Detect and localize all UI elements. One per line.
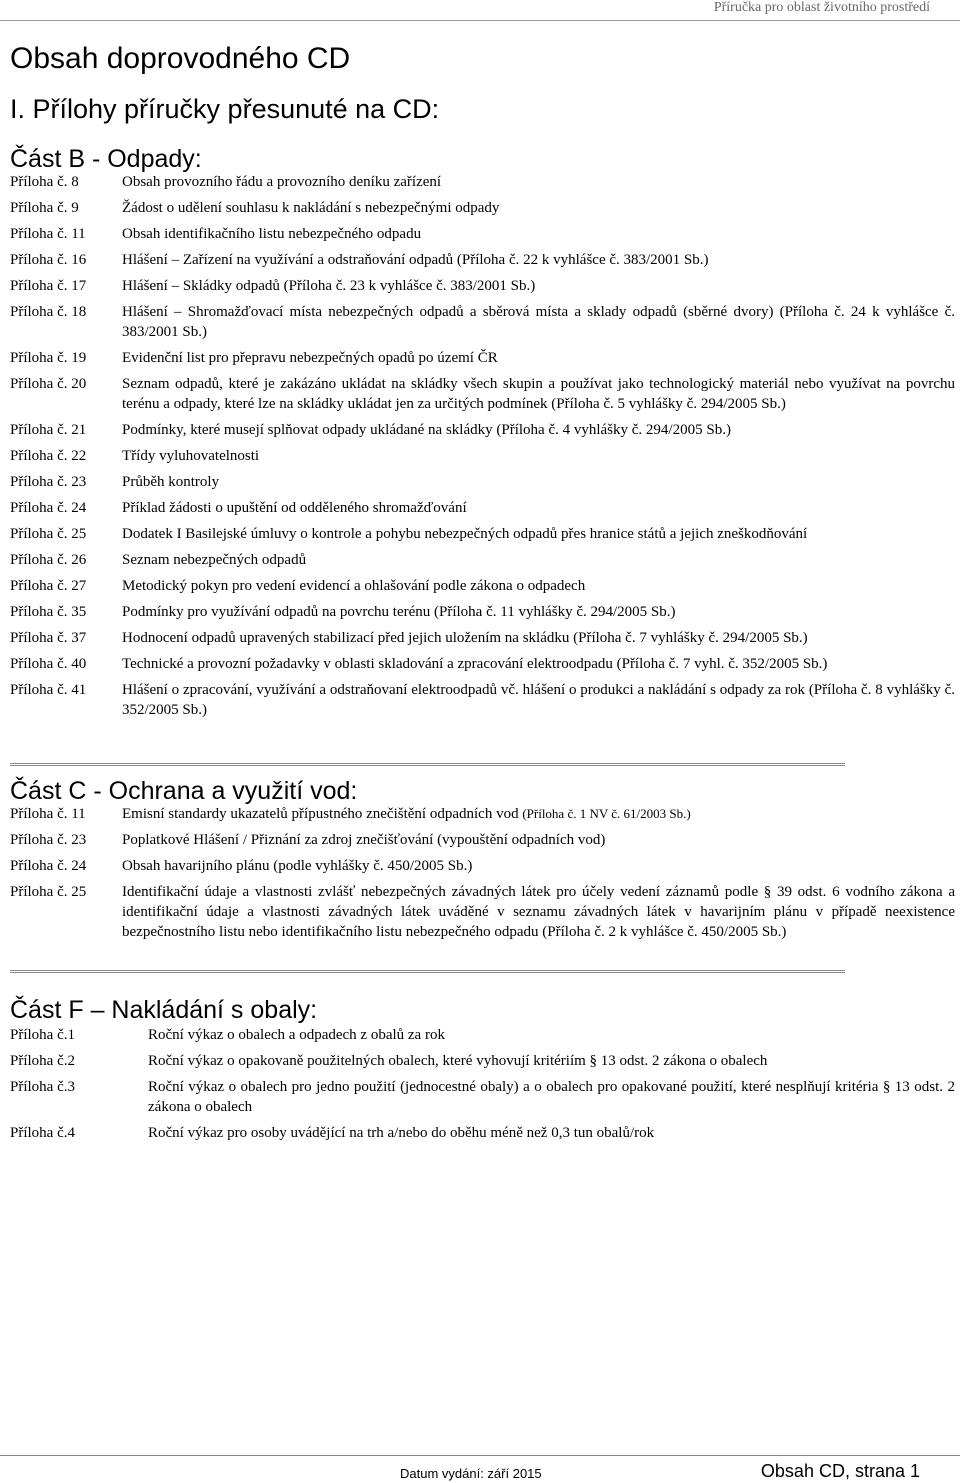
attachment-label: Příloha č. 19 <box>10 350 87 366</box>
list-item <box>10 1025 955 1045</box>
attachment-title-text: Hlášení – Zařízení na využívání a odstraňování odpadů (Příloha č. 22 k vyhlášce č. 383/2001 Sb.) <box>122 252 709 268</box>
list-item <box>10 472 955 492</box>
attachment-title-text: Seznam nebezpečných odpadů <box>122 552 307 568</box>
attachment-title <box>148 1123 955 1143</box>
attachment-title-text: Obsah identifikačního listu nebezpečného odpadu <box>122 226 422 242</box>
list-item <box>10 830 955 850</box>
attachment-label: Příloha č. 23 <box>10 474 87 490</box>
list-item <box>10 374 955 414</box>
attachment-label: Příloha č. 40 <box>10 656 87 672</box>
attachment-title <box>122 804 955 824</box>
attachment-title-text: Poplatkové Hlášení / Přiznání za zdroj znečišťování (vypouštění odpadních vod) <box>122 832 606 848</box>
attachment-label: Příloha č. 16 <box>10 252 87 268</box>
attachment-title-text: Seznam odpadů, které je zakázáno ukládat na skládky všech skupin a používat jako technologický materiál nebo využívat na povrchu terénu a odpady, které lze na skládky ukládat jen za určitých podmínek (Příloha č. 5 vyhlášky č. 294/2005 Sb.) <box>122 376 955 412</box>
attachment-title-text: Dodatek I Basilejské úmluvy o kontrole a pohybu nebezpečných odpadů přes hranice států a jejich zneškodňování <box>122 526 808 542</box>
attachment-title-text: Žádost o udělení souhlasu k nakládání s nebezpečnými odpady <box>122 200 500 216</box>
attachment-title-text: Třídy vyluhovatelnosti <box>122 448 260 464</box>
attachment-title <box>122 420 955 440</box>
attachment-title-text: Příklad žádosti o upuštění od odděleného shromažďování <box>122 500 467 516</box>
attachment-title <box>122 302 955 342</box>
list-item <box>10 654 955 674</box>
list-item <box>10 602 955 622</box>
attachment-title-text: Hlášení o zpracování, využívání a odstraňovaní elektroodpadů vč. hlášení o produkci a nakládání s odpady za rok (Příloha č. 8 vyhlášky č. 352/2005 Sb.) <box>122 682 955 718</box>
list-item <box>10 420 955 440</box>
attachment-title-text: Emisní standardy ukazatelů přípustného znečištění odpadních vod <box>122 806 519 822</box>
attachment-label: Příloha č. 27 <box>10 578 87 594</box>
section-f-title: Část F – Nakládání s obaly: <box>10 996 318 1024</box>
attachment-label: Příloha č. 8 <box>10 174 79 190</box>
list-item <box>10 250 955 270</box>
attachment-label: Příloha č. 41 <box>10 682 87 698</box>
attachment-title <box>122 276 955 296</box>
list-item <box>10 550 955 570</box>
list-item <box>10 576 955 596</box>
page-header: Příručka pro oblast životního prostředí <box>713 0 930 15</box>
attachment-title <box>122 882 955 942</box>
list-item <box>10 882 955 942</box>
attachment-label: Příloha č. 26 <box>10 552 87 568</box>
attachment-title <box>148 1025 955 1045</box>
attachment-title <box>122 602 955 622</box>
attachment-title-text: Roční výkaz o obalech a odpadech z obalů za rok <box>148 1027 445 1043</box>
attachment-title <box>122 374 955 414</box>
attachment-label: Příloha č. 11 <box>10 226 86 242</box>
list-item <box>10 1077 955 1117</box>
section-f-list <box>10 1025 955 1149</box>
list-item <box>10 302 955 342</box>
list-item <box>10 446 955 466</box>
attachment-title-text: Podmínky, které musejí splňovat odpady ukládané na skládky (Příloha č. 4 vyhlášky č. 294/2005 Sb.) <box>122 422 731 438</box>
attachment-title-text: Evidenční list pro přepravu nebezpečných opadů po území ČR <box>122 350 498 366</box>
attachment-title-text: Hodnocení odpadů upravených stabilizací před jejich uložením na skládku (Příloha č. 7 vyhlášky č. 294/2005 Sb.) <box>122 630 808 646</box>
attachment-label: Příloha č. 25 <box>10 884 87 900</box>
attachment-title <box>122 224 955 244</box>
attachment-title-text: Metodický pokyn pro vedení evidencí a ohlašování podle zákona o odpadech <box>122 578 586 594</box>
list-item <box>10 1123 955 1143</box>
attachment-label: Příloha č. 24 <box>10 500 87 516</box>
attachment-title <box>122 498 955 518</box>
document-title: Obsah doprovodného CD <box>10 42 351 75</box>
attachment-title <box>148 1077 955 1117</box>
attachment-title-text: Roční výkaz pro osoby uvádějící na trh a/nebo do oběhu méně než 0,3 tun obalů/rok <box>148 1125 655 1141</box>
list-item <box>10 628 955 648</box>
list-item <box>10 524 955 544</box>
list-item <box>10 804 955 824</box>
section-c-list <box>10 804 955 948</box>
attachment-label: Příloha č.1 <box>10 1027 75 1043</box>
attachment-label: Příloha č. 25 <box>10 526 87 542</box>
attachment-title <box>122 472 955 492</box>
section-divider <box>10 763 845 767</box>
section-c-title: Část C - Ochrana a využití vod: <box>10 777 358 805</box>
attachment-title <box>122 198 955 218</box>
attachment-label: Příloha č. 21 <box>10 422 87 438</box>
list-item <box>10 348 955 368</box>
list-item <box>10 224 955 244</box>
attachment-title-text: Roční výkaz o opakovaně použitelných obalech, které vyhovují kritériím § 13 odst. 2 zákona o obalech <box>148 1053 768 1069</box>
attachment-note: (Příloha č. 1 NV č. 61/2003 Sb.) <box>522 806 691 821</box>
attachment-title-text: Průběh kontroly <box>122 474 220 490</box>
attachment-label: Příloha č. 20 <box>10 376 87 392</box>
attachment-title <box>122 576 955 596</box>
section-b-list <box>10 172 955 726</box>
header-rule <box>0 20 960 21</box>
list-item <box>10 276 955 296</box>
attachment-label: Příloha č. 18 <box>10 304 87 320</box>
list-item <box>10 680 955 720</box>
attachment-label: Příloha č. 35 <box>10 604 87 620</box>
attachment-title <box>148 1051 955 1071</box>
attachment-title <box>122 680 955 720</box>
attachment-title <box>122 172 955 192</box>
attachment-title <box>122 628 955 648</box>
attachment-label: Příloha č. 17 <box>10 278 87 294</box>
attachment-title <box>122 250 955 270</box>
attachment-label: Příloha č. 37 <box>10 630 87 646</box>
attachment-title-text: Hlášení – Shromažďovací místa nebezpečných odpadů a sběrová místa a sklady odpadů (sběrné dvory) (Příloha č. 24 k vyhlášce č. 383/2001 Sb.) <box>122 304 955 340</box>
attachment-label: Příloha č.3 <box>10 1079 75 1095</box>
list-item <box>10 172 955 192</box>
list-item <box>10 856 955 876</box>
attachment-label: Příloha č. 9 <box>10 200 79 216</box>
attachment-title-text: Technické a provozní požadavky v oblasti skladování a zpracování elektroodpadu (Příloha č. 7 vyhl. č. 352/2005 Sb.) <box>122 656 828 672</box>
attachment-title <box>122 830 955 850</box>
list-item <box>10 1051 955 1071</box>
section-main-title: I. Přílohy příručky přesunuté na CD: <box>10 94 440 124</box>
attachment-label: Příloha č. 24 <box>10 858 87 874</box>
attachment-title <box>122 348 955 368</box>
attachment-title-text: Obsah havarijního plánu (podle vyhlášky č. 450/2005 Sb.) <box>122 858 473 874</box>
attachment-title <box>122 524 955 544</box>
attachment-title-text: Podmínky pro využívání odpadů na povrchu terénu (Příloha č. 11 vyhlášky č. 294/2005 Sb.) <box>122 604 676 620</box>
attachment-label: Příloha č.2 <box>10 1053 75 1069</box>
attachment-title-text: Roční výkaz o obalech pro jedno použití (jednocestné obaly) a o obalech pro opakované použití, které nesplňují kritéria § 13 odst. 2 zákona o obalech <box>148 1079 955 1115</box>
footer-rule <box>0 1455 960 1456</box>
list-item <box>10 198 955 218</box>
section-divider <box>10 970 845 974</box>
attachment-title-text: Hlášení – Skládky odpadů (Příloha č. 23 k vyhlášce č. 383/2001 Sb.) <box>122 278 536 294</box>
attachment-title <box>122 654 955 674</box>
section-b-title: Část B - Odpady: <box>10 145 202 173</box>
attachment-title <box>122 446 955 466</box>
attachment-label: Příloha č. 22 <box>10 448 87 464</box>
attachment-title-text: Identifikační údaje a vlastnosti zvlášť nebezpečných závadných látek pro účely vedení záznamů podle § 39 odst. 6 vodního zákona a identifikační údaje a vlastnosti závadných látek uváděné v seznamu závadných látek v havarijním plánu v případě neexistence bezpečnostního listu nebo identifikačního listu nebezpečného odpadu (Příloha č. 2 k vyhlášce č. 450/2005 Sb.) <box>122 884 955 940</box>
attachment-label: Příloha č. 11 <box>10 806 86 822</box>
attachment-label: Příloha č. 23 <box>10 832 87 848</box>
attachment-label: Příloha č.4 <box>10 1125 75 1141</box>
list-item <box>10 498 955 518</box>
footer-page-number: Obsah CD, strana 1 <box>760 1461 920 1481</box>
footer-date: Datum vydání: září 2015 <box>400 1466 542 1481</box>
attachment-title-text: Obsah provozního řádu a provozního deníku zařízení <box>122 174 442 190</box>
attachment-title <box>122 550 955 570</box>
attachment-title <box>122 856 955 876</box>
